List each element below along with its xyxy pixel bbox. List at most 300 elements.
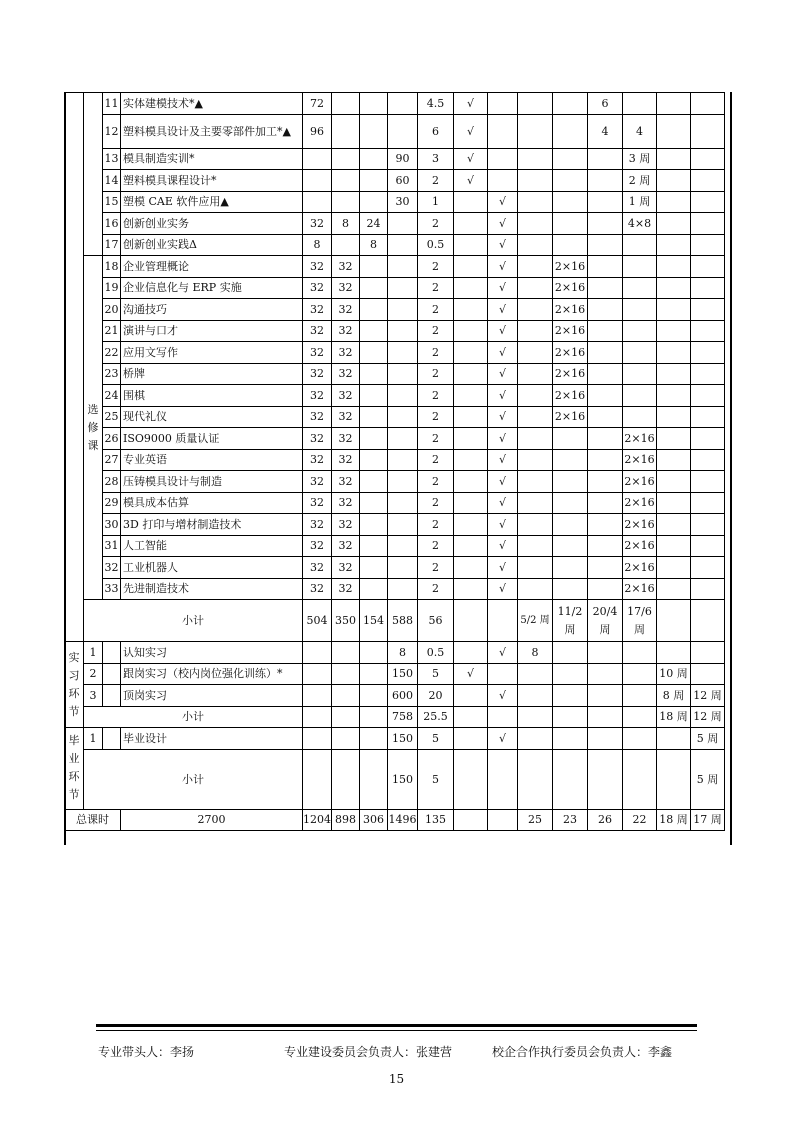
row-number: 1 [84, 642, 103, 664]
sem5 [657, 93, 691, 115]
check-mark: √ [488, 535, 518, 557]
course-name: 演讲与口才 [121, 320, 303, 342]
sem6 [691, 256, 725, 278]
exam-mark [454, 191, 488, 213]
table-row [65, 428, 725, 450]
week-hours: 60 [388, 170, 418, 192]
course-name: 沟通技巧 [121, 299, 303, 321]
sem3: 26 [588, 809, 623, 831]
exam-mark [454, 535, 488, 557]
exam-mark [454, 320, 488, 342]
sem6 [691, 342, 725, 364]
sem5 [657, 642, 691, 664]
sem1 [518, 514, 553, 536]
sem1 [518, 277, 553, 299]
week-hours [388, 320, 418, 342]
total-hours: 32 [303, 428, 332, 450]
sem3-char: 周 [599, 622, 611, 636]
row-number: 33 [103, 578, 121, 600]
sem2 [553, 535, 588, 557]
graduation-section-label-char: 节 [68, 788, 80, 802]
sem6 [691, 277, 725, 299]
sem1 [518, 234, 553, 256]
week-hours: 8 [388, 642, 418, 664]
sem6 [691, 234, 725, 256]
practice-hours [360, 363, 388, 385]
sem1 [518, 320, 553, 342]
subtotal-label: 小计 [84, 600, 303, 642]
theory-hours: 32 [332, 406, 360, 428]
practice-hours [360, 299, 388, 321]
sem6: 5 周 [691, 749, 725, 809]
week-hours [388, 299, 418, 321]
week-hours: 588 [388, 600, 418, 642]
credit: 2 [418, 535, 454, 557]
practice-hours [360, 471, 388, 493]
sem5 [657, 256, 691, 278]
graduation-section-label-char: 毕 [68, 734, 80, 748]
table-row [65, 578, 725, 600]
sem6 [691, 514, 725, 536]
week-hours [388, 449, 418, 471]
credit: 5 [418, 749, 454, 809]
sem4: 3 周 [623, 148, 657, 170]
sem3 [588, 299, 623, 321]
sem2: 2×16 [553, 406, 588, 428]
sem4 [623, 342, 657, 364]
sem3 [588, 277, 623, 299]
sem3 [588, 514, 623, 536]
check-mark: √ [488, 449, 518, 471]
course-name: 模具制造实训* [121, 148, 303, 170]
sem2: 2×16 [553, 385, 588, 407]
course-name: 认知实习 [121, 642, 303, 664]
row-number: 1 [84, 728, 103, 750]
sem5 [657, 535, 691, 557]
sem4: 4 [623, 114, 657, 148]
sem6: 5 周 [691, 728, 725, 750]
check-mark: √ [488, 578, 518, 600]
sem3 [588, 234, 623, 256]
theory-hours: 32 [332, 299, 360, 321]
sem2 [553, 114, 588, 148]
elective-label-char: 修 [87, 420, 99, 434]
sem1 [518, 406, 553, 428]
credit: 3 [418, 148, 454, 170]
sem4: 1 周 [623, 191, 657, 213]
exam-mark [454, 685, 488, 707]
credit: 2 [418, 557, 454, 579]
sem3 [588, 600, 623, 642]
sem4 [623, 93, 657, 115]
sem2 [553, 557, 588, 579]
week-hours: 600 [388, 685, 418, 707]
sem1 [518, 449, 553, 471]
table-row [65, 406, 725, 428]
course-name: 跟岗实习（校内岗位强化训练）* [121, 663, 303, 685]
sem6 [691, 428, 725, 450]
sem3 [588, 363, 623, 385]
week-hours: 758 [388, 706, 418, 728]
credit: 2 [418, 428, 454, 450]
total-hours: 32 [303, 449, 332, 471]
sem6 [691, 320, 725, 342]
sem3 [588, 706, 623, 728]
sem5 [657, 234, 691, 256]
footer-rule-thin [96, 1030, 697, 1031]
theory-hours [332, 148, 360, 170]
practice-hours: 154 [360, 600, 388, 642]
course-name: 工业机器人 [121, 557, 303, 579]
practice-hours [360, 492, 388, 514]
credit: 2 [418, 299, 454, 321]
row-number: 22 [103, 342, 121, 364]
row-number: 23 [103, 363, 121, 385]
sem6 [691, 557, 725, 579]
sem2 [553, 191, 588, 213]
sem4 [623, 363, 657, 385]
practice-hours [360, 170, 388, 192]
table-row [65, 492, 725, 514]
practice-section-label-char: 环 [68, 686, 80, 700]
sem2 [553, 600, 588, 642]
total-hours: 96 [303, 114, 332, 148]
practice-hours [360, 406, 388, 428]
total-hours: 32 [303, 514, 332, 536]
exam-mark [454, 600, 488, 642]
sem1 [518, 93, 553, 115]
week-hours [388, 471, 418, 493]
table-row [65, 213, 725, 235]
sem3: 4 [588, 114, 623, 148]
credit: 2 [418, 449, 454, 471]
row-number: 29 [103, 492, 121, 514]
sem6 [691, 114, 725, 148]
sem3 [588, 492, 623, 514]
sem3 [588, 406, 623, 428]
sem6: 12 周 [691, 706, 725, 728]
sem4 [623, 706, 657, 728]
practice-hours [360, 449, 388, 471]
sem2: 2×16 [553, 342, 588, 364]
sem1 [518, 256, 553, 278]
check-mark: √ [488, 277, 518, 299]
practice-hours [360, 191, 388, 213]
theory-hours: 32 [332, 557, 360, 579]
check-mark: √ [488, 213, 518, 235]
row-number: 20 [103, 299, 121, 321]
sem5 [657, 299, 691, 321]
sem2 [553, 642, 588, 664]
credit: 2 [418, 514, 454, 536]
sem5 [657, 557, 691, 579]
elective-label [84, 256, 103, 600]
theory-hours [332, 663, 360, 685]
check-mark: √ [488, 191, 518, 213]
sem6 [691, 385, 725, 407]
course-name: 毕业设计 [121, 728, 303, 750]
row-number: 14 [103, 170, 121, 192]
course-name: 先进制造技术 [121, 578, 303, 600]
check-mark [488, 706, 518, 728]
check-mark [488, 114, 518, 148]
theory-hours: 32 [332, 363, 360, 385]
table-row [65, 385, 725, 407]
row-number: 25 [103, 406, 121, 428]
week-hours: 30 [388, 191, 418, 213]
row-number: 12 [103, 114, 121, 148]
sem1 [518, 471, 553, 493]
table-row [65, 299, 725, 321]
graduation-section-label-char: 业 [68, 752, 80, 766]
sem2 [553, 728, 588, 750]
sem4 [623, 234, 657, 256]
table-right-border [730, 92, 732, 845]
sem5 [657, 728, 691, 750]
exam-mark [454, 557, 488, 579]
row-number: 2 [84, 663, 103, 685]
practice-hours [360, 256, 388, 278]
category-blank [65, 93, 84, 642]
theory-hours [332, 93, 360, 115]
total-hours [303, 663, 332, 685]
sem2: 2×16 [553, 299, 588, 321]
row-number: 15 [103, 191, 121, 213]
practice-hours: 306 [360, 809, 388, 831]
sem4: 2×16 [623, 492, 657, 514]
practice-section-label [65, 642, 84, 728]
sem2 [553, 685, 588, 707]
grand-total-value: 2700 [121, 809, 303, 831]
sem2 [553, 578, 588, 600]
subcategory-blank [84, 93, 103, 256]
table-row [65, 114, 725, 148]
sem5 [657, 385, 691, 407]
sem3 [588, 428, 623, 450]
credit: 2 [418, 170, 454, 192]
week-hours [388, 557, 418, 579]
check-mark: √ [488, 492, 518, 514]
exam-mark [454, 299, 488, 321]
total-hours: 1204 [303, 809, 332, 831]
practice-hours: 8 [360, 234, 388, 256]
sem2: 23 [553, 809, 588, 831]
sem3 [588, 148, 623, 170]
sem5 [657, 363, 691, 385]
credit: 2 [418, 363, 454, 385]
check-mark: √ [488, 385, 518, 407]
credit: 2 [418, 277, 454, 299]
curriculum-table [64, 92, 725, 831]
sem3 [588, 191, 623, 213]
sem5 [657, 213, 691, 235]
sem5 [657, 749, 691, 809]
total-hours: 32 [303, 385, 332, 407]
sem5 [657, 600, 691, 642]
theory-hours: 32 [332, 342, 360, 364]
practice-section-label-char: 实 [68, 650, 80, 664]
total-hours: 32 [303, 535, 332, 557]
sem3 [588, 728, 623, 750]
check-mark: √ [488, 471, 518, 493]
exam-mark [454, 471, 488, 493]
sem6 [691, 492, 725, 514]
credit: 5 [418, 728, 454, 750]
theory-hours: 8 [332, 213, 360, 235]
table-left-border [64, 92, 66, 845]
practice-hours [360, 685, 388, 707]
course-name: 专业英语 [121, 449, 303, 471]
sem2 [553, 514, 588, 536]
course-name: 人工智能 [121, 535, 303, 557]
sem1 [518, 342, 553, 364]
credit: 0.5 [418, 234, 454, 256]
practice-hours [360, 342, 388, 364]
sem1 [518, 191, 553, 213]
exam-mark: √ [454, 114, 488, 148]
exam-mark [454, 406, 488, 428]
sem3 [588, 557, 623, 579]
footer-committee-head: 专业建设委员会负责人：张建营 [284, 1045, 453, 1059]
total-hours [303, 191, 332, 213]
check-mark: √ [488, 363, 518, 385]
table-row [65, 363, 725, 385]
footer-rule-thick [96, 1024, 697, 1027]
sem1: 8 [518, 642, 553, 664]
table-row [65, 148, 725, 170]
total-hours: 32 [303, 277, 332, 299]
footer-program-lead: 专业带头人：李扬 [98, 1045, 195, 1059]
sem5 [657, 191, 691, 213]
theory-hours [332, 642, 360, 664]
total-hours: 32 [303, 213, 332, 235]
spacer-cell [103, 663, 121, 685]
sem6 [691, 406, 725, 428]
sem4: 2×16 [623, 514, 657, 536]
check-mark [488, 663, 518, 685]
sem1 [518, 749, 553, 809]
sem4 [623, 728, 657, 750]
exam-mark [454, 706, 488, 728]
sem1 [518, 578, 553, 600]
sem6 [691, 170, 725, 192]
sem4 [623, 685, 657, 707]
week-hours [388, 492, 418, 514]
credit: 135 [418, 809, 454, 831]
week-hours: 150 [388, 663, 418, 685]
sem4 [623, 256, 657, 278]
credit: 5 [418, 663, 454, 685]
practice-hours [360, 642, 388, 664]
week-hours [388, 406, 418, 428]
sem5 [657, 114, 691, 148]
sem5 [657, 148, 691, 170]
total-hours [303, 642, 332, 664]
week-hours [388, 234, 418, 256]
sem3 [588, 256, 623, 278]
week-hours: 150 [388, 728, 418, 750]
sem1: 25 [518, 809, 553, 831]
sem1 [518, 213, 553, 235]
exam-mark [454, 256, 488, 278]
sem4-char: 周 [634, 622, 645, 636]
credit: 2 [418, 385, 454, 407]
practice-hours [360, 557, 388, 579]
credit: 2 [418, 213, 454, 235]
check-mark: √ [488, 428, 518, 450]
exam-mark: √ [454, 93, 488, 115]
sem6 [691, 471, 725, 493]
row-number: 3 [84, 685, 103, 707]
table-row [65, 342, 725, 364]
week-hours [388, 213, 418, 235]
sem3 [588, 449, 623, 471]
check-mark [488, 93, 518, 115]
sem2 [553, 170, 588, 192]
sem4: 2×16 [623, 535, 657, 557]
theory-hours: 32 [332, 578, 360, 600]
sem5 [657, 277, 691, 299]
sem4 [623, 600, 657, 642]
sem1 [518, 428, 553, 450]
check-mark [488, 170, 518, 192]
exam-mark [454, 277, 488, 299]
credit: 2 [418, 256, 454, 278]
total-hours: 32 [303, 342, 332, 364]
sem4: 22 [623, 809, 657, 831]
practice-hours [360, 428, 388, 450]
grand-total-label: 总课时 [65, 809, 121, 831]
sem6 [691, 93, 725, 115]
sem4: 2×16 [623, 428, 657, 450]
week-hours [388, 514, 418, 536]
week-hours [388, 342, 418, 364]
row-number: 24 [103, 385, 121, 407]
course-name: 创新创业实践Δ [121, 234, 303, 256]
credit: 0.5 [418, 642, 454, 664]
sem4-char: 17/6 [627, 604, 652, 618]
week-hours [388, 578, 418, 600]
total-hours: 504 [303, 600, 332, 642]
sem5 [657, 449, 691, 471]
grand-total-row [65, 809, 725, 831]
sem3 [588, 170, 623, 192]
theory-hours: 32 [332, 535, 360, 557]
course-name: 企业管理概论 [121, 256, 303, 278]
sem4 [623, 663, 657, 685]
elective-label-char: 选 [87, 402, 99, 416]
spacer-cell [103, 642, 121, 664]
sem6: 17 周 [691, 809, 725, 831]
sem2 [553, 234, 588, 256]
row-number: 21 [103, 320, 121, 342]
credit: 25.5 [418, 706, 454, 728]
sem6 [691, 449, 725, 471]
elective-label-char: 课 [87, 438, 99, 452]
sem2 [553, 492, 588, 514]
course-name: 3D 打印与增材制造技术 [121, 514, 303, 536]
exam-mark [454, 428, 488, 450]
total-hours [303, 685, 332, 707]
row-number: 17 [103, 234, 121, 256]
sem3: 6 [588, 93, 623, 115]
theory-hours [332, 749, 360, 809]
practice-hours [360, 385, 388, 407]
sem4 [623, 277, 657, 299]
practice-hours [360, 277, 388, 299]
total-hours [303, 148, 332, 170]
practice-hours [360, 114, 388, 148]
